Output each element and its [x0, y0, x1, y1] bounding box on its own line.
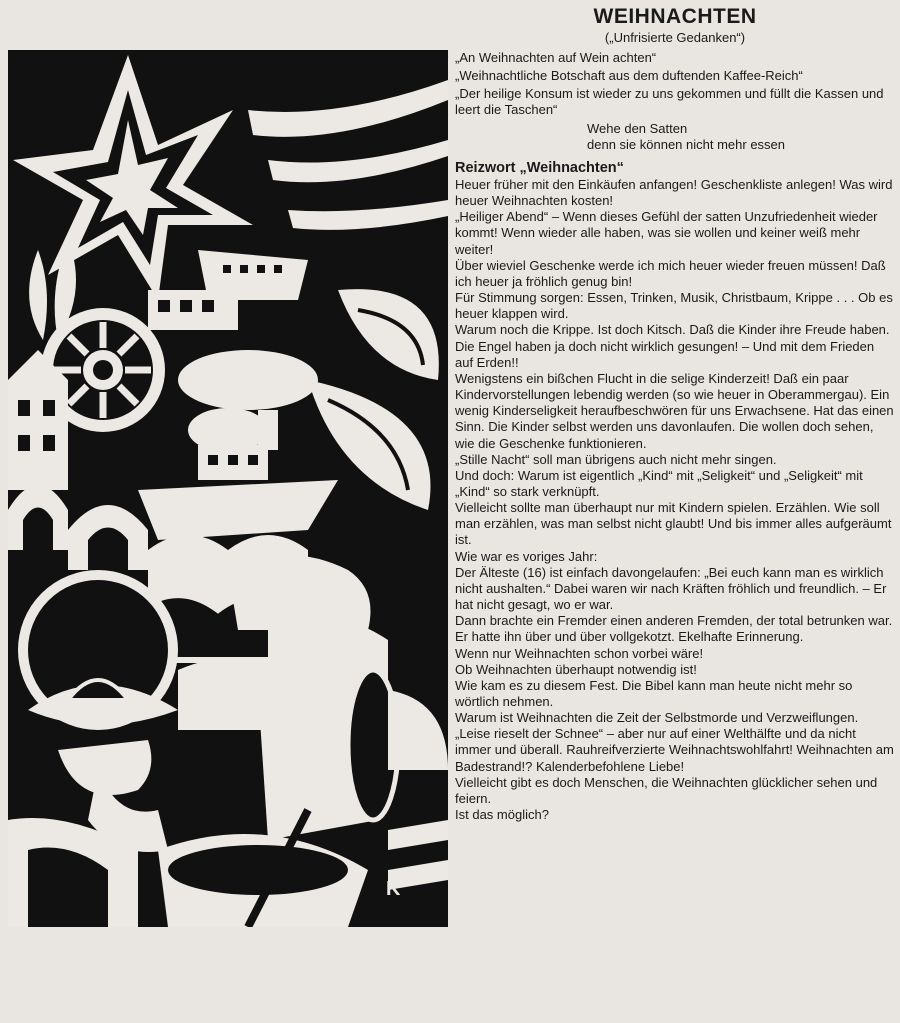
paragraph: Vielleicht gibt es doch Menschen, die Weihnachten glücklicher sehen und feiern. — [455, 774, 878, 806]
paragraph: Die Engel haben ja doch nicht wirklich gesungen! – Und mit dem Frieden auf Erden!! — [455, 338, 875, 370]
paragraph: Über wieviel Geschenke werde ich mich heuer wieder freuen müssen! Daß ich heuer ja fröhlich genug bin! — [455, 257, 886, 289]
paragraph: Warum noch die Krippe. Ist doch Kitsch. Daß die Kinder ihre Freude haben. — [455, 322, 890, 338]
paragraph: Ist das möglich? — [455, 807, 549, 823]
paragraph: Heuer früher mit den Einkäufen anfangen! Geschenkliste anlegen! Was wird heuer Weihnachten kosten! — [455, 177, 893, 209]
poem-line-2: denn sie können nicht mehr essen — [587, 137, 786, 152]
paragraph: Dann brachte ein Fremder einen anderen Fremden, der total betrunken war. Er hatte ihn über und über vollgekotzt. Ekelhafte Erinnerung. — [455, 613, 893, 645]
article-subtitle: („Unfrisierte Gedanken“) — [604, 30, 746, 45]
house-shape — [8, 350, 68, 490]
woodcut-illustration — [8, 50, 448, 927]
paragraph: Wie war es voriges Jahr: — [455, 548, 598, 564]
artist-signature: K — [386, 878, 401, 900]
paragraph: Wenigstens ein bißchen Flucht in die selige Kinderzeit! Daß ein paar Kindervorstellungen lebendig werden (so wie heuer in Oberammergau). Ein wenig Kinderseligkeit heraufbeschwören für uns Erwachsene. Hat das einen Sinn. Die Kinder selbst werden uns davonlaufen. Die wollen doch sehen, wie die Geschenke funktionieren. — [455, 370, 894, 451]
paragraph: Warum ist Weihnachten die Zeit der Selbstmorde und Verzweiflungen. „Leise rieselt der Schnee“ – aber nur auf einer Welthälfte und da nicht immer und überall. Rauhreifverzierte Weihnachtswohlfahrt! Weihnachten am Badestrand!? Kalenderbefohlene Liebe! — [455, 710, 894, 774]
paragraph: „Heiliger Abend“ – Wenn dieses Gefühl der satten Unzufriedenheit wieder kommt! Wenn wieder alle haben, was sie wollen und keiner weiß mehr weiter! — [455, 209, 878, 257]
paragraph: Wie kam es zu diesem Fest. Die Bibel kann man heute nicht mehr so wörtlich nehmen. — [455, 677, 853, 709]
paragraph: Der Älteste (16) ist einfach davongelaufen: „Bei euch kann man es wirklich nicht aushalten.“ Dabei waren wir nach Kräften fröhlich und freundlich. – Er hat nicht gesagt, wo er war. — [455, 564, 887, 613]
quote-2: „Weihnachtliche Botschaft aus dem duftenden Kaffee-Reich“ — [455, 68, 803, 83]
paragraph: Und doch: Warum ist eigentlich „Kind“ mit „Seligkeit“ und „Seligkeit“ mit „Kind“ so stark verknüpft. — [455, 467, 863, 499]
quote-3: „Der heilige Konsum ist wieder zu uns gekommen und füllt die Kassen und leert die Taschen“ — [455, 86, 884, 117]
paragraph: Wenn nur Weihnachten schon vorbei wäre! — [455, 645, 704, 661]
paragraph: Ob Weihnachten überhaupt notwendig ist! — [455, 661, 697, 677]
article-column — [455, 4, 895, 823]
quote-1: „An Weihnachten auf Wein achten“ — [455, 50, 657, 65]
paragraph: „Stille Nacht“ soll man übrigens auch nicht mehr singen. — [455, 451, 777, 467]
article-body — [455, 177, 895, 823]
article-title: WEIHNACHTEN — [593, 5, 757, 28]
paragraph: Vielleicht sollte man überhaupt nur mit Kindern spielen. Erzählen. Wie soll man erzählen, was man selbst nicht glaubt! Und bis immer alles aufgeräumt ist. — [455, 500, 892, 548]
woodcut-svg — [8, 50, 448, 927]
poem-line-1: Wehe den Satten — [587, 121, 688, 136]
section-heading: Reizwort „Weihnachten“ — [455, 160, 624, 176]
paragraph: Für Stimmung sorgen: Essen, Trinken, Musik, Christbaum, Krippe . . . Ob es heuer klappen wird. — [455, 290, 893, 322]
